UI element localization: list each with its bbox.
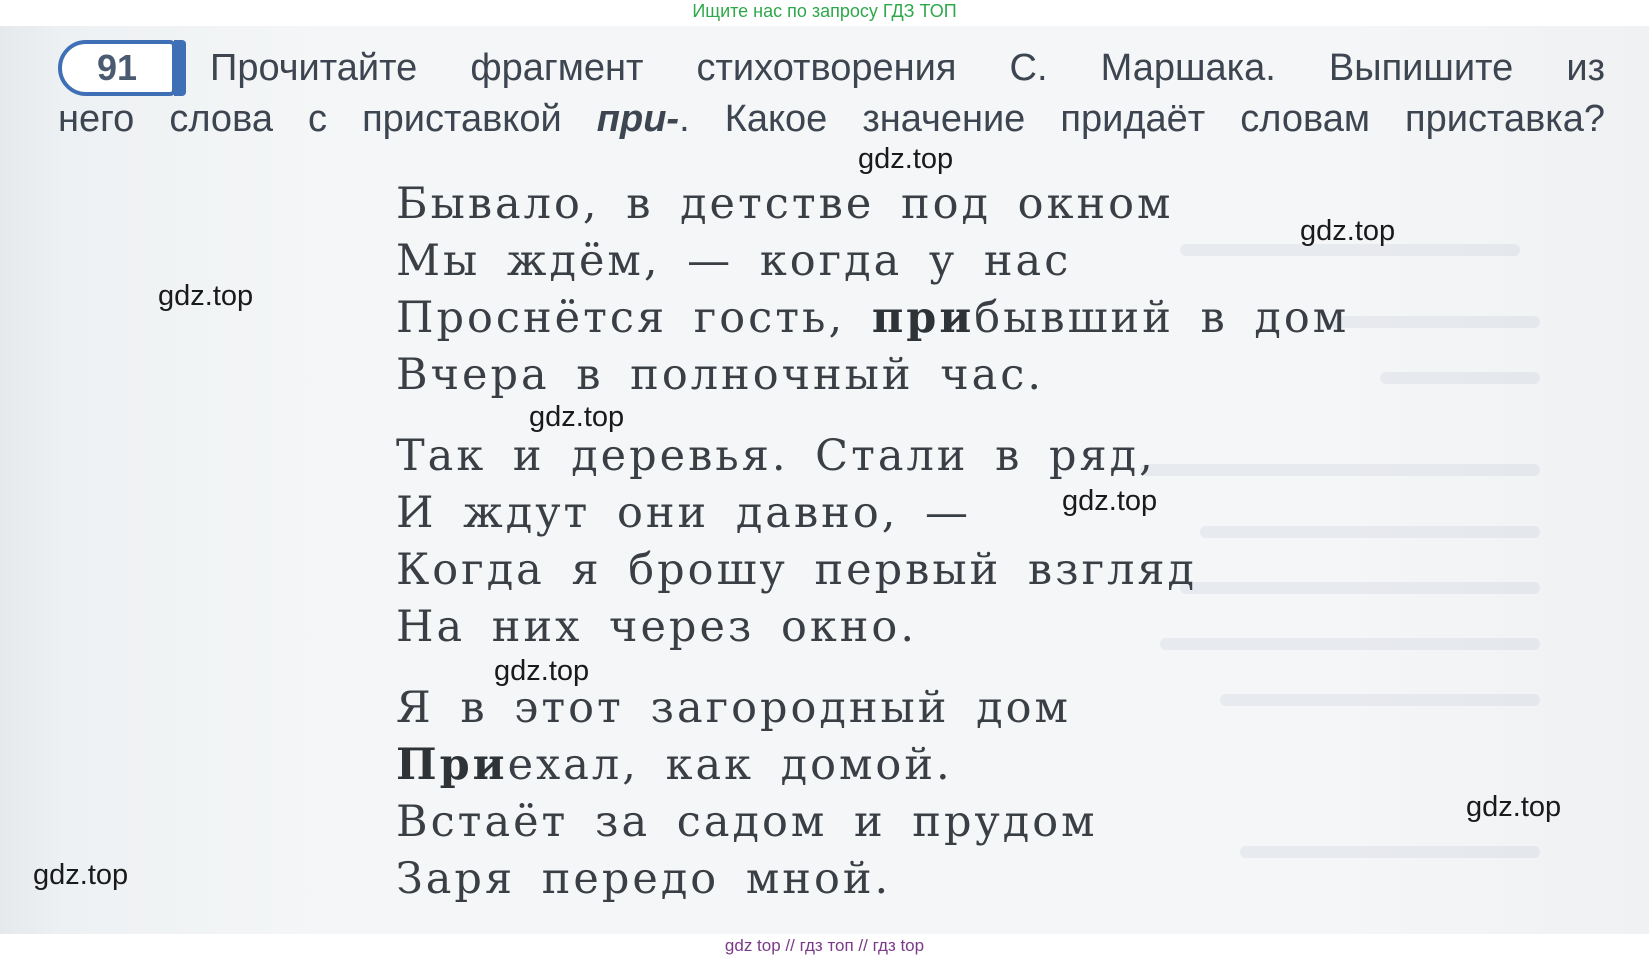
- footer-watermark: gdz top // гдз топ // гдз top: [724, 936, 925, 955]
- watermark: gdz.top: [158, 280, 254, 312]
- poem-line: Встаёт за садом и прудом: [396, 797, 1098, 847]
- exercise-instruction-line-1: Прочитайте фрагмент стихотворения С. Маршака. Выпишите из: [210, 47, 1605, 89]
- poem: [396, 176, 1349, 908]
- watermark: gdz.top: [529, 401, 625, 433]
- poem-line: Мы ждём, — когда у нас: [396, 236, 1072, 286]
- instruction-prefix-highlight: при-: [596, 98, 680, 140]
- poem-stanza-2: [396, 428, 1349, 656]
- watermark: gdz.top: [33, 859, 129, 891]
- poem-line: Когда я брошу первый взгляд: [396, 545, 1198, 595]
- exercise-number: 91: [96, 47, 138, 88]
- poem-prefix-highlight: При: [396, 740, 508, 790]
- poem-line: На них через окно.: [396, 602, 917, 652]
- instruction-text-after-prefix: . Какое значение придаёт словам приставка?: [679, 98, 1605, 140]
- poem-line: Вчера в полночный час.: [396, 350, 1045, 400]
- poem-line-part: Проснётся гость,: [396, 293, 872, 343]
- watermark: gdz.top: [1466, 791, 1562, 823]
- poem-line: Так и деревья. Стали в ряд,: [396, 431, 1156, 481]
- poem-line: [396, 737, 1349, 794]
- exercise-instruction-line-2: [58, 96, 1605, 142]
- poem-stanza-1: [396, 176, 1349, 404]
- poem-stanza-3: [396, 680, 1349, 908]
- poem-line: Бывало, в детстве под окном: [396, 179, 1174, 229]
- watermark: gdz.top: [1300, 215, 1396, 247]
- watermark: gdz.top: [494, 655, 590, 687]
- bleed-through-line: [1330, 316, 1540, 328]
- poem-prefix-highlight: при: [871, 293, 975, 343]
- watermark: gdz.top: [858, 143, 954, 175]
- poem-line-part: бывший в дом: [974, 293, 1350, 343]
- poem-line: Я в этот загородный дом: [396, 683, 1071, 733]
- poem-line-part: ехал, как домой.: [507, 740, 953, 790]
- poem-line: [396, 290, 1349, 347]
- instruction-text-before-prefix: него слова с приставкой: [58, 98, 597, 140]
- poem-line: Заря передо мной.: [396, 854, 892, 904]
- top-banner: Ищите нас по запросу ГДЗ ТОП: [692, 1, 957, 21]
- bleed-through-line: [1380, 372, 1540, 384]
- poem-line: И ждут они давно, —: [396, 488, 972, 538]
- watermark: gdz.top: [1062, 485, 1158, 517]
